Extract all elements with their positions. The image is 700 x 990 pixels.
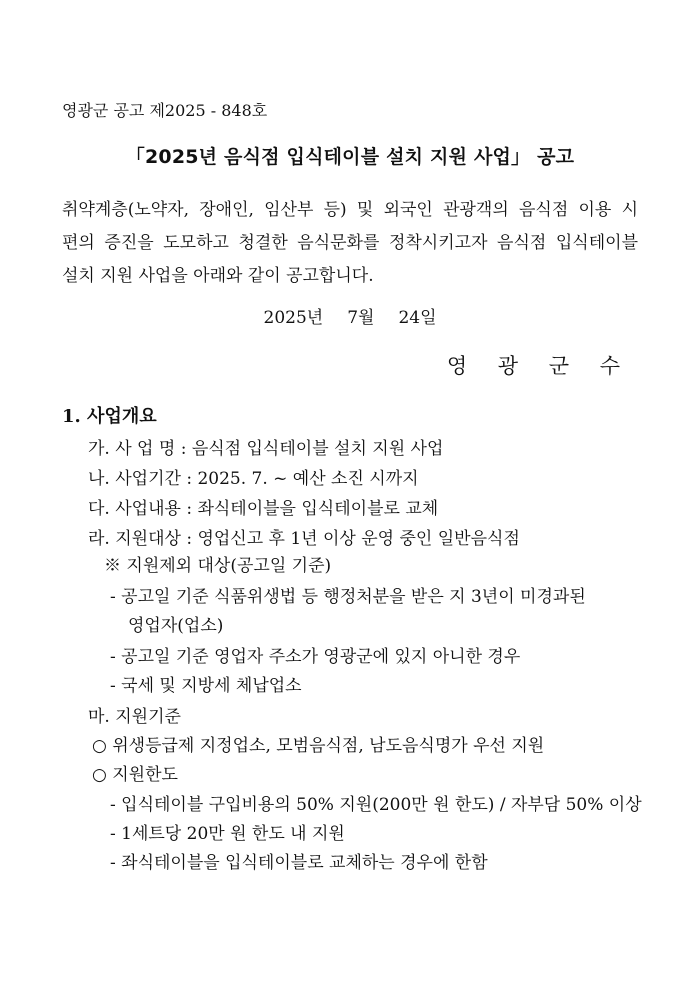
- limit-title: ○ 지원한도: [92, 765, 178, 785]
- date-year: 2025년: [263, 308, 324, 328]
- item-project-period: 나. 사업기간 : 2025. 7. ~ 예산 소진 시까지: [88, 469, 419, 489]
- limit-item: - 입식테이블 구입비용의 50% 지원(200만 원 한도) / 자부담 50% 이상: [110, 795, 642, 815]
- section-heading: 1. 사업개요: [62, 406, 157, 427]
- limit-item: - 좌식테이블을 입식테이블로 교체하는 경우에 한함: [110, 853, 488, 873]
- signer: 영 광 군 수: [446, 354, 632, 378]
- item-eligibility: 라. 지원대상 : 영업신고 후 1년 이상 운영 중인 일반음식점: [88, 529, 520, 549]
- intro-line-2: 편의 증진을 도모하고 청결한 음식문화를 정착시키고자 음식점 입식테이블: [62, 233, 638, 253]
- date-month: 7월: [347, 308, 375, 328]
- criteria-priority: ○ 위생등급제 지정업소, 모범음식점, 남도음식명가 우선 지원: [92, 736, 545, 756]
- criteria-title: 마. 지원기준: [88, 707, 181, 727]
- exclusion-title: ※ 지원제외 대상(공고일 기준): [104, 556, 332, 576]
- item-project-name: 가. 사 업 명 : 음식점 입식테이블 설치 지원 사업: [88, 439, 444, 459]
- exclusion-item: - 공고일 기준 식품위생법 등 행정처분을 받은 지 3년이 미경과된: [110, 587, 586, 607]
- notice-date: [0, 303, 700, 328]
- exclusion-item-continued: 영업자(업소): [128, 616, 224, 636]
- limit-item: - 1세트당 20만 원 한도 내 지원: [110, 824, 345, 844]
- item-project-content: 다. 사업내용 : 좌식테이블을 입식테이블로 교체: [88, 499, 439, 519]
- notice-number: 영광군 공고 제2025 - 848호: [62, 101, 268, 120]
- exclusion-item: - 국세 및 지방세 체납업소: [110, 676, 302, 696]
- intro-line-3: 설치 지원 사업을 아래와 같이 공고합니다.: [62, 266, 374, 286]
- date-day: 24일: [398, 308, 437, 328]
- intro-line-1: 취약계층(노약자, 장애인, 임산부 등) 및 외국인 관광객의 음식점 이용 시: [62, 200, 638, 220]
- document-title: 「2025년 음식점 입식테이블 설치 지원 사업」 공고: [125, 146, 575, 168]
- exclusion-item: - 공고일 기준 영업자 주소가 영광군에 있지 아니한 경우: [110, 647, 521, 667]
